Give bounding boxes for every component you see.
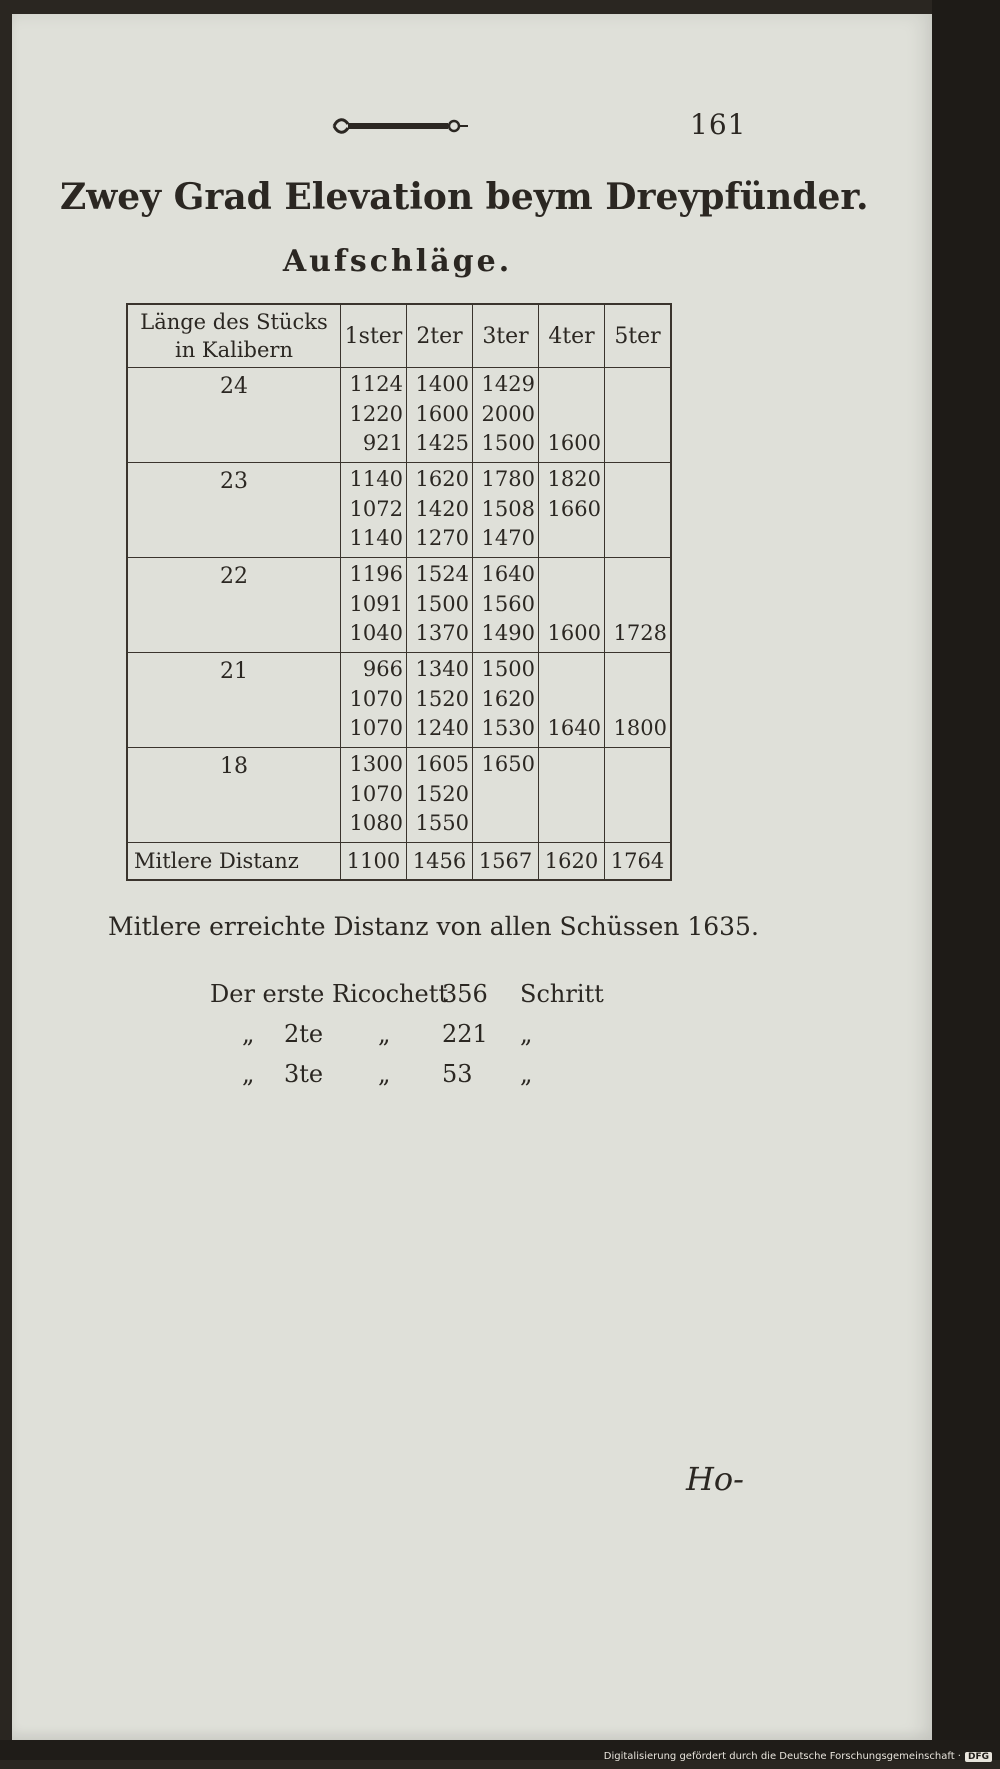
shot-cell bbox=[341, 463, 407, 558]
impact-value bbox=[605, 685, 667, 715]
shot-cell bbox=[341, 558, 407, 653]
impact-value: 1524 bbox=[415, 562, 469, 586]
impact-value bbox=[605, 780, 667, 810]
impact-value bbox=[605, 400, 667, 430]
impact-value: 1470 bbox=[481, 526, 535, 550]
impact-value bbox=[605, 560, 667, 590]
ditto-mark: „ bbox=[520, 1020, 533, 1048]
impact-value: 1500 bbox=[481, 431, 535, 455]
impact-value: 1070 bbox=[349, 781, 403, 806]
shot-cell bbox=[605, 748, 672, 843]
shot-cell bbox=[539, 463, 605, 558]
shot-cell bbox=[473, 463, 539, 558]
mean-value-4: 1620 bbox=[539, 843, 605, 881]
impact-value: 1070 bbox=[349, 716, 403, 740]
impact-value: 1520 bbox=[415, 686, 469, 711]
impact-value bbox=[473, 809, 535, 839]
impact-value: 1072 bbox=[349, 496, 403, 521]
impact-value: 1500 bbox=[415, 591, 469, 616]
mean-distance-row bbox=[127, 843, 671, 881]
impact-value bbox=[539, 370, 601, 400]
mean-value-5: 1764 bbox=[605, 843, 672, 881]
impact-value: 1220 bbox=[349, 401, 403, 426]
impact-value: 1600 bbox=[547, 621, 601, 645]
length-cell: 23 bbox=[127, 463, 341, 558]
impact-value: 1650 bbox=[481, 752, 535, 776]
scan-right-edge bbox=[932, 0, 1000, 1740]
table-body bbox=[127, 368, 671, 843]
ricochet-ordinal: 2te bbox=[284, 1020, 324, 1048]
ricochet-value: 221 bbox=[442, 1020, 488, 1048]
impact-value bbox=[473, 780, 535, 810]
impact-value: 1728 bbox=[613, 621, 667, 645]
impacts-table bbox=[126, 303, 672, 881]
impact-value bbox=[539, 685, 601, 715]
shot-cell bbox=[473, 748, 539, 843]
mean-distance-label: Mitlere Distanz bbox=[127, 843, 341, 881]
impact-value bbox=[605, 495, 667, 525]
mean-value-3: 1567 bbox=[473, 843, 539, 881]
shot-cell bbox=[407, 558, 473, 653]
shot-cell bbox=[407, 463, 473, 558]
impact-value: 1640 bbox=[547, 716, 601, 740]
impact-value bbox=[539, 655, 601, 685]
impact-value: 1420 bbox=[415, 496, 469, 521]
impact-value: 1070 bbox=[349, 686, 403, 711]
table-row bbox=[127, 653, 671, 748]
impact-value: 921 bbox=[362, 431, 403, 455]
impact-value: 1620 bbox=[415, 467, 469, 491]
impact-value: 1605 bbox=[415, 752, 469, 776]
shot-cell bbox=[605, 368, 672, 463]
impact-value bbox=[605, 524, 667, 554]
impact-value: 1040 bbox=[349, 621, 403, 645]
impact-value: 1520 bbox=[415, 781, 469, 806]
ricochet-row bbox=[210, 1020, 610, 1060]
ditto-mark: „ bbox=[378, 1060, 391, 1088]
impact-value: 1080 bbox=[349, 811, 403, 835]
shot-cell bbox=[539, 558, 605, 653]
impact-value: 1429 bbox=[481, 372, 535, 396]
impact-value bbox=[605, 590, 667, 620]
impact-value: 1340 bbox=[415, 657, 469, 681]
ricochet-label: Der erste Ricochett bbox=[210, 980, 449, 1008]
impact-value: 1600 bbox=[547, 431, 601, 455]
impact-value: 1370 bbox=[415, 621, 469, 645]
impact-value: 1530 bbox=[481, 716, 535, 740]
impact-value: 1560 bbox=[481, 591, 535, 616]
table-header-row bbox=[127, 304, 671, 368]
impact-value bbox=[539, 780, 601, 810]
length-cell: 24 bbox=[127, 368, 341, 463]
length-header-line2: in Kalibern bbox=[175, 338, 293, 362]
impact-value: 966 bbox=[362, 657, 403, 681]
length-column-header bbox=[127, 304, 341, 368]
impact-value: 2000 bbox=[481, 401, 535, 426]
length-header-line1: Länge des Stücks bbox=[140, 310, 328, 334]
impact-value: 1091 bbox=[349, 591, 403, 616]
shot-cell bbox=[605, 558, 672, 653]
ricochet-list bbox=[210, 980, 610, 1100]
impact-value bbox=[539, 560, 601, 590]
shot-cell bbox=[341, 748, 407, 843]
credit-text: Digitalisierung gefördert durch die Deutsche Forschungsgemeinschaft · bbox=[603, 1751, 961, 1762]
ditto-mark: „ bbox=[520, 1060, 533, 1088]
dfg-logo: DFG bbox=[965, 1752, 992, 1762]
impact-value: 1800 bbox=[613, 716, 667, 740]
impact-value bbox=[539, 400, 601, 430]
impact-value bbox=[539, 524, 601, 554]
impact-value: 1500 bbox=[481, 657, 535, 681]
digitization-credit bbox=[604, 1751, 992, 1762]
impact-value bbox=[539, 809, 601, 839]
catchword: Ho- bbox=[686, 1460, 744, 1498]
ricochet-ordinal: 3te bbox=[284, 1060, 324, 1088]
shot-header-1: 1ster bbox=[341, 304, 407, 368]
impact-value: 1640 bbox=[481, 562, 535, 586]
impact-value: 1140 bbox=[349, 526, 403, 550]
impact-value: 1550 bbox=[415, 811, 469, 835]
impact-value: 1140 bbox=[349, 467, 403, 491]
impact-value: 1620 bbox=[481, 686, 535, 711]
impact-value: 1270 bbox=[415, 526, 469, 550]
summary-text: Mitlere erreichte Distanz von allen Schüssen 1635. bbox=[108, 912, 759, 941]
impact-value bbox=[605, 465, 667, 495]
shot-cell bbox=[539, 748, 605, 843]
ditto-mark: „ bbox=[378, 1020, 391, 1048]
length-cell: 22 bbox=[127, 558, 341, 653]
impact-value: 1490 bbox=[481, 621, 535, 645]
impact-value bbox=[605, 370, 667, 400]
mean-value-2: 1456 bbox=[407, 843, 473, 881]
table-subtitle: Aufschläge. bbox=[282, 244, 513, 279]
length-cell: 21 bbox=[127, 653, 341, 748]
ditto-mark: „ bbox=[242, 1020, 255, 1048]
shot-cell bbox=[473, 653, 539, 748]
shot-cell bbox=[539, 653, 605, 748]
shot-cell bbox=[407, 368, 473, 463]
impact-value: 1660 bbox=[547, 496, 601, 521]
page-number: 161 bbox=[690, 108, 747, 141]
shot-cell bbox=[407, 748, 473, 843]
ricochet-unit: Schritt bbox=[520, 980, 604, 1008]
impact-value: 1820 bbox=[547, 467, 601, 491]
table-row bbox=[127, 748, 671, 843]
table-row bbox=[127, 368, 671, 463]
impact-value bbox=[539, 750, 601, 780]
shot-cell bbox=[605, 653, 672, 748]
impact-value bbox=[605, 750, 667, 780]
shot-cell bbox=[341, 368, 407, 463]
shot-header-2: 2ter bbox=[407, 304, 473, 368]
impact-value: 1425 bbox=[415, 431, 469, 455]
shot-cell bbox=[341, 653, 407, 748]
shot-cell bbox=[605, 463, 672, 558]
impact-value: 1124 bbox=[349, 372, 403, 396]
table-row bbox=[127, 558, 671, 653]
ricochet-row bbox=[210, 980, 610, 1020]
impact-value: 1196 bbox=[349, 562, 403, 586]
ditto-mark: „ bbox=[242, 1060, 255, 1088]
page-title: Zwey Grad Elevation beym Dreypfünder. bbox=[60, 176, 869, 218]
impact-value bbox=[605, 429, 667, 459]
impact-value bbox=[605, 809, 667, 839]
mean-value-1: 1100 bbox=[341, 843, 407, 881]
impact-value: 1300 bbox=[349, 752, 403, 776]
impact-value bbox=[605, 655, 667, 685]
impact-value: 1508 bbox=[481, 496, 535, 521]
shot-cell bbox=[473, 368, 539, 463]
ricochet-value: 53 bbox=[442, 1060, 473, 1088]
shot-cell bbox=[407, 653, 473, 748]
shot-header-5: 5ter bbox=[605, 304, 672, 368]
header-ornament-icon bbox=[330, 112, 470, 140]
shot-cell bbox=[473, 558, 539, 653]
ricochet-row bbox=[210, 1060, 610, 1100]
impact-value: 1600 bbox=[415, 401, 469, 426]
shot-header-3: 3ter bbox=[473, 304, 539, 368]
impacts-table-container bbox=[126, 303, 672, 881]
impact-value bbox=[539, 590, 601, 620]
shot-cell bbox=[539, 368, 605, 463]
length-cell: 18 bbox=[127, 748, 341, 843]
table-row bbox=[127, 463, 671, 558]
impact-value: 1400 bbox=[415, 372, 469, 396]
ricochet-value: 356 bbox=[442, 980, 488, 1008]
impact-value: 1780 bbox=[481, 467, 535, 491]
impact-value: 1240 bbox=[415, 716, 469, 740]
shot-header-4: 4ter bbox=[539, 304, 605, 368]
